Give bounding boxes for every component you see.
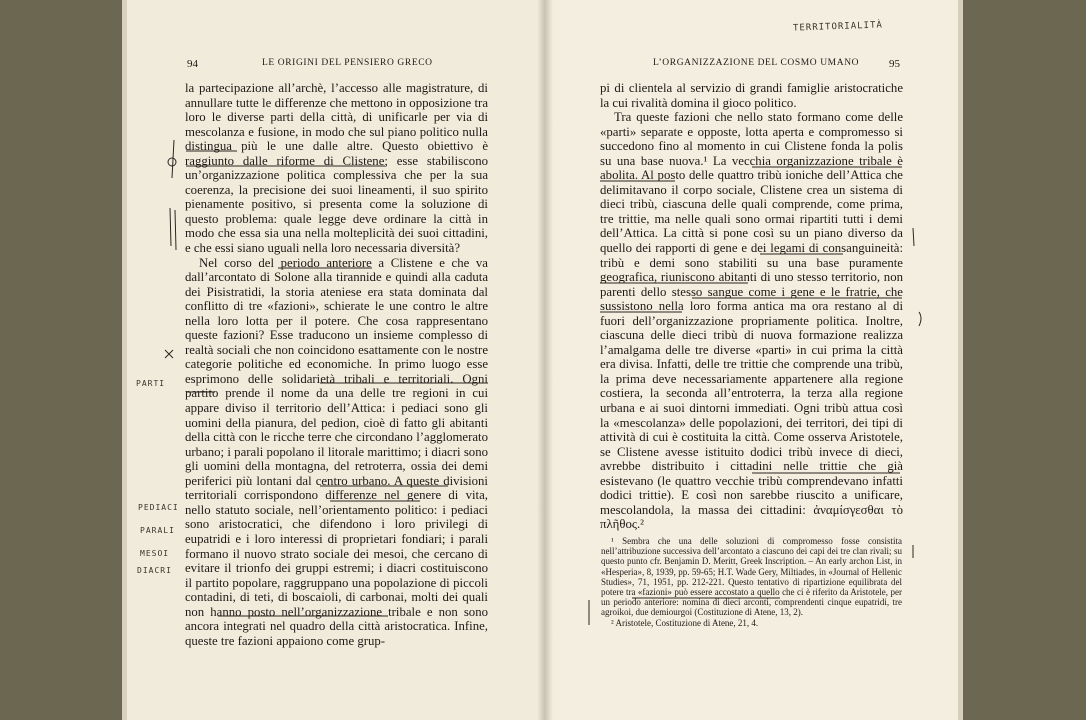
right-running-head: L’ORGANIZZAZIONE DEL COSMO UMANO — [653, 58, 860, 68]
right-page-number: 95 — [889, 58, 900, 70]
left-paragraph-1: la partecipazione all’archè, l’accesso alle magistrature, di annullare tutte le differenze che mettono in opposizione tra loro le diverse parti della città, di unificarle per via di mescolanza e fusione, in modo che sul piano politico nulla distingua più le une dalle altre. Questo obiettivo è raggiunto dalle riforme di Clistene; esse stabiliscono un’organizzazione politica complessiva che per la sua coerenza, la precisione dei suoi lineamenti, il suo spirito pienamente positivo, si presenta come la soluzione di questo problema: quale legge deve ordinare la città in modo che essa sia una nella molteplicità dei suoi cittadini, e che essi siano uguali nella loro necessaria diversità? — [185, 81, 488, 256]
footnote-2: ² Aristotele, Costituzione di Atene, 21, 4. — [611, 617, 759, 628]
handwritten-note-parti: PARTI — [136, 379, 166, 388]
footnotes — [601, 536, 902, 628]
left-page-number: 94 — [187, 58, 198, 70]
left-paragraph-2: Nel corso del periodo anteriore a Clistene e che va dall’arcontato di Solone alla tirannide e quindi alla caduta dei Pisistratidi, la storia ateniese era stata dominata dal conflitto di tre «fazioni», schierate le une contro le altre nella loro lotta per il potere. Che cosa rappresentano queste fazioni? Esse traducono un insieme complesso di realtà sociali che non coincidono esattamente con le nostre categorie politiche ed economiche. In primo luogo esse esprimono delle solidarietà tribali e territoriali. Ogni partito prende il nome da una delle tre regioni in cui appare diviso il territorio dell’Attica: i pediaci sono gli uomini della pianura, del pedion, cioè di fatto gli abitanti della città con le ricche terre che circondano l’agglomerato urbano; i parali popolano il litorale marittimo; i diacri sono gli uomini della montagna, del retroterra, ossia dei demi periferici più lontani dal centro urbano. A queste divisioni territoriali corrispondono differenze nel genere di vita, nello statuto sociale, nell’orientamento politico: i pediaci sono aristocratici, che difendono i loro privilegi di eupatridi e i loro interessi di proprietari fondiari; i parali formano il nuovo strato sociale dei mesoi, che cercano di evitare il trionfo dei gruppi estremi; i diacri costituiscono il partito popolare, raggruppano una popolazione di piccoli contadini, di teti, di boscaioli, di carbonai, molti dei quali non hanno posto nell’organizzazione tribale e non sono ancora integrati nel quadro della città aristocratica. Infine, queste tre fazioni appaiono come grup- — [185, 255, 488, 648]
right-page-edge — [958, 0, 963, 720]
handwritten-note-territorialita: TERRITORIALITÀ — [792, 20, 884, 34]
handwritten-note-pediaci: PEDIACI — [138, 503, 179, 512]
footnote-1: ¹ Sembra che una delle soluzioni di compromesso fosse consistita nell’attribuzione successiva dell’arcontato a ciascuno dei capi dei tre clan rivali; su questo punto cfr. Benjamin D. Meritt, Greek Inscription. – An early archon List, in «Hesperia», 8, 1939, pp. 59-65; H.T. Wade Gery, Miltiades, in «Journal of Hellenic Studies», 71, 1951, pp. 212-221. Questo tentativo di ripartizione equilibrata del potere tra «fazioni» può essere accostato a quello che ci è riferito da Aristotele, per un periodo anteriore: nomina di dieci arconti, comprendenti cinque eupatridi, tre agroikoi, due demiourgoi (Costituzione di Atene, 13, 2). — [601, 536, 902, 618]
right-paragraph-1: pi di clientela al servizio di grandi famiglie aristocratiche la cui rivalità domina il gioco politico. — [600, 81, 903, 110]
left-body-text — [185, 81, 488, 648]
handwritten-note-mesoi: MESOI — [140, 549, 170, 558]
right-body-text — [600, 81, 903, 532]
left-running-head: LE ORIGINI DEL PENSIERO GRECO — [262, 58, 433, 68]
handwritten-note-diacri: DIACRI — [137, 566, 172, 575]
handwritten-note-parali: PARALI — [140, 526, 175, 535]
book-gutter — [537, 0, 553, 720]
right-paragraph-2: Tra queste fazioni che nello stato formano come delle «parti» separate e opposte, lotta aperta e compromesso si succedono fino al momento in cui Clistene fonda la polis su una base nuova.¹ La vecchia organizzazione tribale è abolita. Al posto delle quattro tribù ioniche dell’Attica che delimitavano il corpo sociale, Clistene crea un sistema di dieci tribù, ciascuna delle quali comprende, come prima, tre trittie, ma nelle quali sono ormai ripartiti tutti i demi dell’Attica. La città si pone così su un piano diverso da quello dei rapporti di gene e dei legami di consanguineità: tribù e demi sono stabiliti su una base puramente geografica, riuniscono abitanti di uno stesso territorio, non parenti dello stesso sangue come i gene e le fratrie, che sussistono nella loro forma antica ma ora restano al di fuori dell’organizzazione propriamente politica. Inoltre, ciascuna delle dieci tribù di nuova formazione realizza l’amalgama delle tre diverse «parti» in cui prima la città era divisa. Infatti, delle tre trittie che comprende una tribù, la prima deve necessariamente appartenere alla regione costiera, la seconda all’entroterra, la terza alla regione urbana e ai suoi dintorni immediati. Ogni tribù attua così la «mescolanza» delle popolazioni, dei territori, dei tipi di attività di cui è costituita la città. Come osserva Aristotele, se Clistene avesse istituito dodici tribù invece di dieci, avrebbe distribuito i cittadini nelle trittie che già esistevano (le quattro vecchie tribù comprendevano infatti dodici trittie). E così non sarebbe riuscito a unificare, mescolandola, la massa dei cittadini: ἀναμίσγεσθαι τὸ πλῆθος.² — [600, 110, 903, 532]
